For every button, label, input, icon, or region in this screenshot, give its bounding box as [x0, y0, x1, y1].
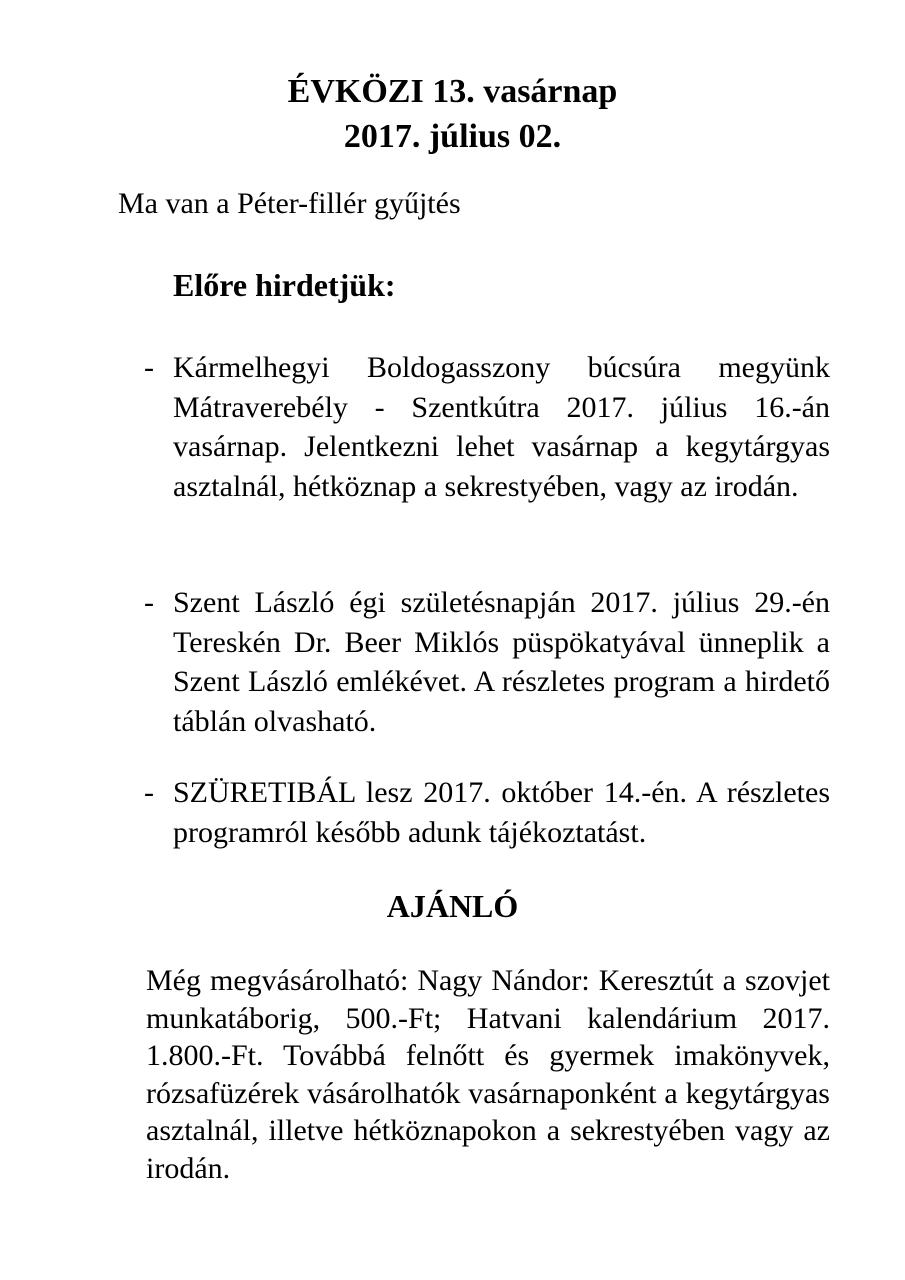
bullet-dash: - [144, 776, 154, 809]
intro-text: Ma van a Péter-fillér gyűjtés [118, 187, 461, 220]
bullet-dash: - [144, 351, 154, 384]
list-item [144, 348, 830, 506]
bullet-dash: - [144, 586, 154, 619]
list-item [144, 583, 830, 741]
list-item [144, 773, 830, 852]
list-item-text: Kármelhegyi Boldogasszony búcsúra megyünk Mátraverebély - Szentkútra 2017. július 16.-án vasárnap. Jelentkezni lehet vasárnap a kegytárgyas asztalnál, hétköznap a sekrestyében, vagy az irodán. [173, 351, 830, 503]
page-title: ÉVKÖZI 13. vasárnap [287, 73, 618, 110]
announcements-heading: Előre hirdetjük: [173, 267, 396, 303]
list-item-text: SZÜRETIBÁL lesz 2017. október 14.-én. A részletes programról később adunk tájékoztatást. [173, 776, 830, 849]
list-item-text: Szent László égi születésnapján 2017. július 29.-én Tereskén Dr. Beer Miklós püspökatyával ünneplik a Szent László emlékévet. A részletes program a hirdető táblán olvasható. [173, 586, 830, 738]
recommendation-heading: AJÁNLÓ [386, 888, 519, 924]
page-date: 2017. július 02. [343, 118, 562, 155]
recommendation-text: Még megvásárolható: Nagy Nándor: Keresztút a szovjet munkatáborig, 500.-Ft; Hatvani kalendárium 2017. 1.800.-Ft. Továbbá felnőtt és gyermek imakönyvek, rózsafüzérek vásárolhatók vasárnaponként a kegytárgyas asztalnál, illetve hétköznapokon a sekrestyében vagy az irodán. [146, 964, 830, 1185]
